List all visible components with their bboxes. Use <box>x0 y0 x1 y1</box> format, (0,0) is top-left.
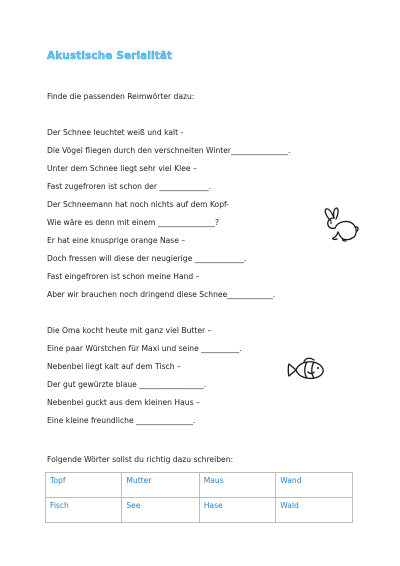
word-cell: Topf <box>46 473 122 498</box>
rhyme-line: Der Schnee leuchtet weiß und kalt - <box>47 128 184 137</box>
rhyme-line: Doch fressen will diese der neugierige _____________. <box>47 254 247 263</box>
rhyme-line: Der gut gewürzte blaue _________________. <box>47 380 207 389</box>
word-cell: Mutter <box>122 473 199 498</box>
rhyme-line: Die Oma kocht heute mit ganz viel Butter – <box>47 326 212 335</box>
rhyme-line: Unter dem Schnee liegt sehr viel Klee – <box>47 164 197 173</box>
word-cell: Wald <box>276 498 353 523</box>
word-cell: Wand <box>276 473 353 498</box>
rhyme-line: Die Vögel fliegen durch den verschneiten Winter_______________. <box>47 146 291 155</box>
rhyme-line: Fast zugefroren ist schon der _____________. <box>47 182 212 191</box>
page-title: Akustische Serialität <box>47 50 173 62</box>
instruction-text: Folgende Wörter sollst du richtig dazu schreiben: <box>47 455 234 464</box>
rhyme-line: Der Schneemann hat noch nichts auf dem Kopf- <box>47 200 230 209</box>
rhyme-line: Eine kleine freundliche _______________. <box>47 416 196 425</box>
rhyme-line: Nebenbei liegt kalt auf dem Tisch – <box>47 362 181 371</box>
word-table <box>45 472 353 523</box>
rhyme-line: Fast eingefroren ist schon meine Hand – <box>47 272 200 281</box>
rhyme-line: Er hat eine knusprige orange Nase – <box>47 236 186 245</box>
word-cell: Hase <box>199 498 276 523</box>
table-row <box>46 473 353 498</box>
intro-text: Finde die passenden Reimwörter dazu: <box>47 92 195 101</box>
rhyme-line: Wie wäre es denn mit einem _______________? <box>47 218 219 227</box>
rhyme-line: Nebenbei guckt aus dem kleinen Haus – <box>47 398 200 407</box>
rabbit-icon <box>321 207 361 245</box>
fish-icon <box>286 356 328 384</box>
rhyme-line: Aber wir brauchen noch dringend diese Schnee____________. <box>47 290 276 299</box>
rhyme-line: Eine paar Würstchen für Maxi und seine __________. <box>47 344 242 353</box>
word-cell: Fisch <box>46 498 122 523</box>
word-cell: See <box>122 498 199 523</box>
word-cell: Maus <box>199 473 276 498</box>
table-row <box>46 498 353 523</box>
